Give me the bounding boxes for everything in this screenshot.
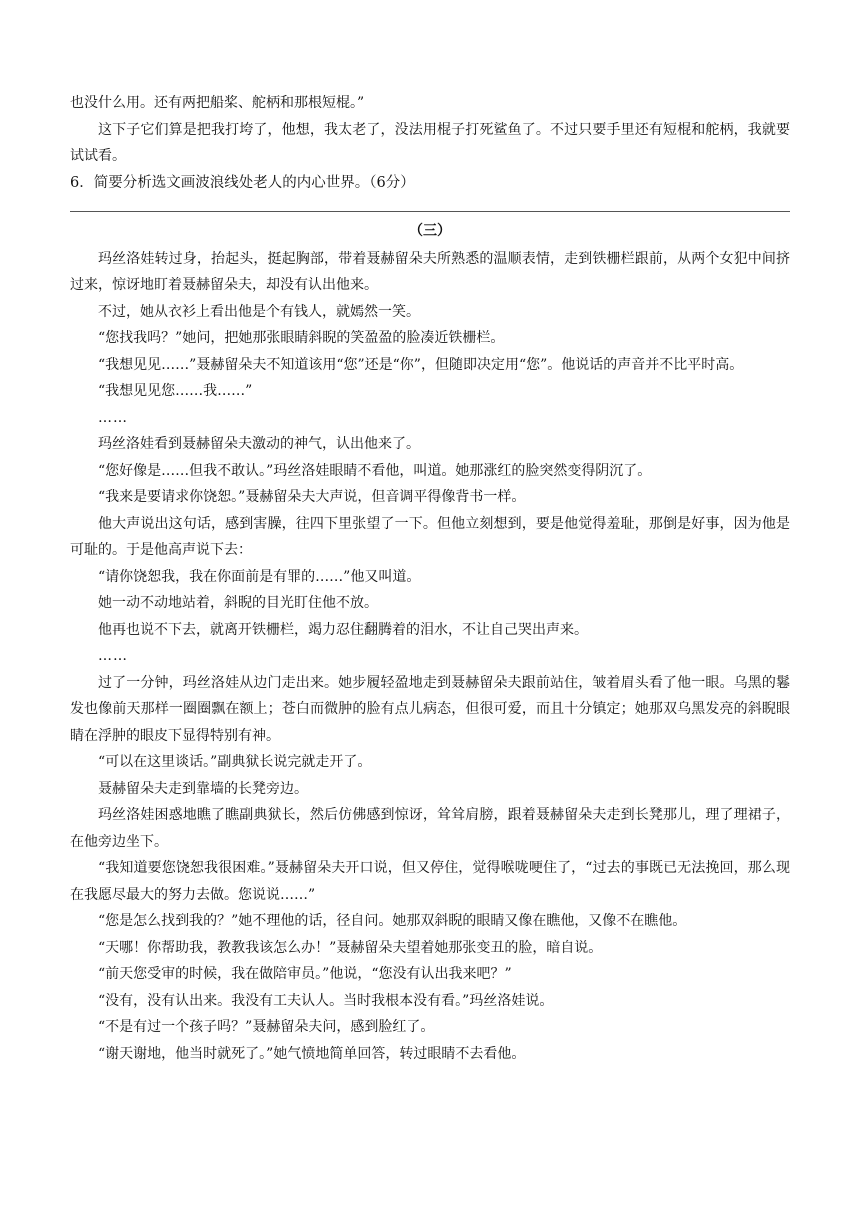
- paragraph: 过了一分钟，玛丝洛娃从边门走出来。她步履轻盈地走到聂赫留朵夫跟前站住，皱着眉头看了他一眼。乌黑的鬈发也像前天那样一圈圈飘在额上；苍白而微肿的脸有点儿病态，但很可爱，而且十分镇定；她那双乌黑发亮的斜睨眼睛在浮肿的眼皮下显得特别有神。: [70, 674, 790, 744]
- paragraph: “天哪！你帮助我，教教我该怎么办！”聂赫留朵夫望着她那张变丑的脸，暗自说。: [98, 939, 603, 956]
- paragraph: “不是有过一个孩子吗？”聂赫留朵夫问，感到脸红了。: [98, 1019, 435, 1035]
- paragraph: “您是怎么找到我的？”她不理他的话，径自问。她那双斜睨的眼睛又像在瞧他，又像不在瞧他。: [98, 913, 687, 929]
- paragraph: “谢天谢地，他当时就死了。”她气愤地简单回答，转过眼睛不去看他。: [98, 1045, 526, 1062]
- paragraph: “您好像是……但我不敢认。”玛丝洛娃眼睛不看他，叫道。她那涨红的脸突然变得阴沉了。: [98, 462, 652, 479]
- section-divider: [70, 211, 790, 212]
- paragraph: “没有，没有认出来。我没有工夫认人。当时我根本没有看。”玛丝洛娃说。: [98, 992, 554, 1009]
- document-page: [70, 90, 790, 1067]
- paragraph: 这下子它们算是把我打垮了，他想，我太老了，没法用棍子打死鲨鱼了。不过只要手里还有短棍和舵柄，我就要试试看。: [70, 121, 790, 164]
- paragraph: “我知道要您饶恕我很困难。”聂赫留朵夫开口说，但又停住，觉得喉咙哽住了，“过去的事既已无法挽回，那么现在我愿尽最大的努力去做。您说说……”: [70, 860, 790, 903]
- paragraph: 她一动不动地站着，斜睨的目光盯住他不放。: [98, 595, 378, 611]
- ellipsis: ……: [98, 648, 128, 664]
- paragraph-continuation: 也没什么用。还有两把船桨、舵柄和那根短棍。”: [70, 95, 365, 111]
- paragraph: 聂赫留朵夫走到靠墙的长凳旁边。: [98, 780, 308, 797]
- paragraph: “我想见见您……我……”: [98, 383, 253, 399]
- paragraph: “可以在这里谈话。”副典狱长说完就走开了。: [98, 754, 372, 770]
- paragraph: “我来是要请求你饶恕。”聂赫留朵夫大声说，但音调平得像背书一样。: [98, 489, 526, 505]
- paragraph: “前天您受审的时候，我在做陪审员。”他说，“您没有认出我来吧？”: [98, 966, 512, 982]
- paragraph: 他大声说出这句话，感到害臊，往四下里张望了一下。但他立刻想到，要是他觉得羞耻，那倒是好事，因为他是可耻的。于是他高声说下去：: [70, 515, 790, 558]
- paragraph: “您找我吗？”她问，把她那张眼睛斜睨的笑盈盈的脸凑近铁栅栏。: [98, 330, 505, 346]
- paragraph: “请你饶恕我，我在你面前是有罪的……”他又叫道。: [98, 568, 421, 585]
- paragraph: 不过，她从衣衫上看出他是个有钱人，就嫣然一笑。: [98, 303, 420, 320]
- paragraph: “我想见见……”聂赫留朵夫不知道该用“您”还是“你”，但随即决定用“您”。他说话的声音并不比平时高。: [98, 356, 744, 373]
- paragraph: 他再也说不下去，就离开铁栅栏，竭力忍住翻腾着的泪水，不让自己哭出声来。: [98, 621, 588, 638]
- paragraph: 玛丝洛娃看到聂赫留朵夫激动的神气，认出他来了。: [98, 436, 420, 452]
- paragraph: 玛丝洛娃转过身，抬起头，挺起胸部，带着聂赫留朵夫所熟悉的温顺表情，走到铁栅栏跟前，从两个女犯中间挤过来，惊讶地盯着聂赫留朵夫，却没有认出他来。: [70, 250, 790, 293]
- paragraph: 玛丝洛娃困惑地瞧了瞧副典狱长，然后仿佛感到惊讶，耸耸肩膀，跟着聂赫留朵夫走到长凳那儿，理了理裙子，在他旁边坐下。: [70, 807, 790, 850]
- question-6: 6．简要分析选文画波浪线处老人的内心世界。（6分）: [70, 174, 415, 191]
- section-title: （三）: [409, 222, 451, 239]
- ellipsis: ……: [98, 409, 128, 426]
